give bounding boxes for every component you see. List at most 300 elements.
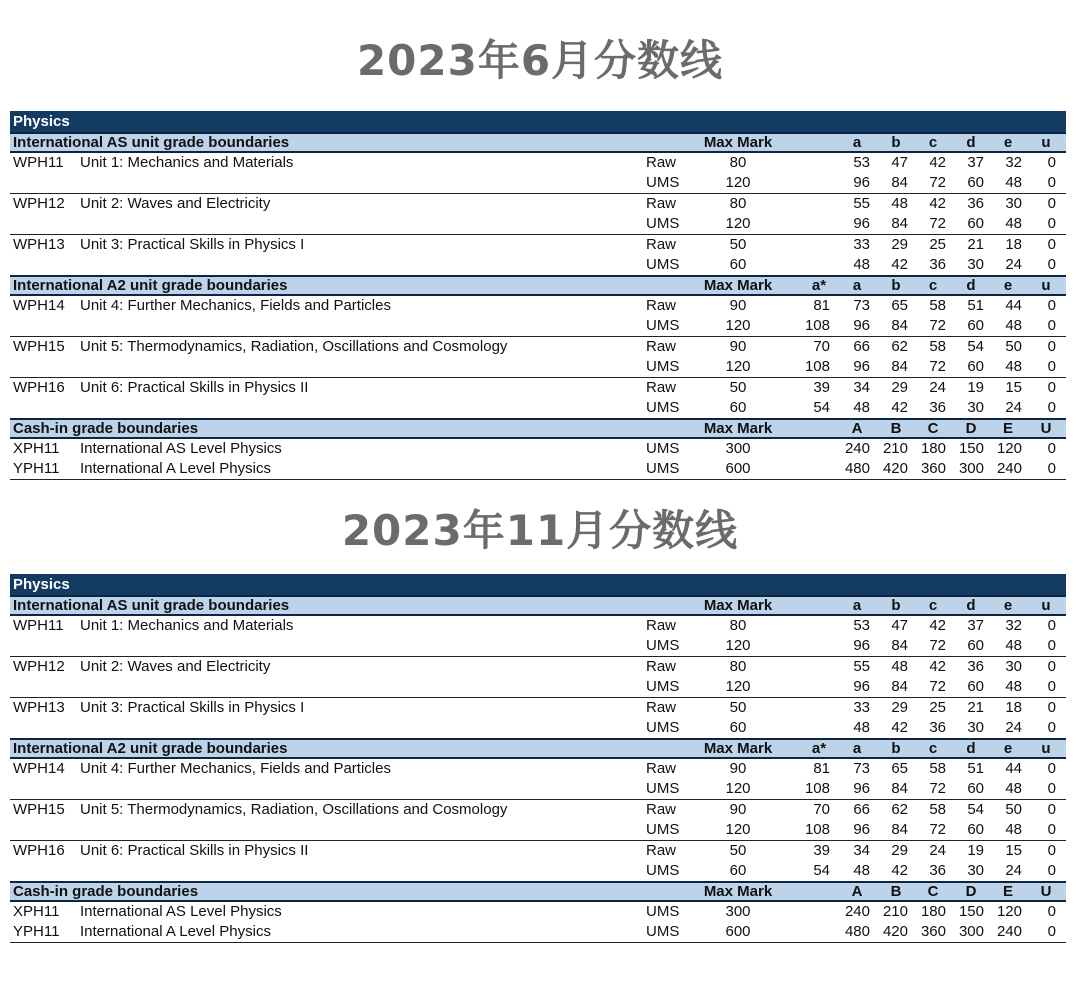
grade-cell: 81 — [813, 760, 830, 777]
grade-header: u — [1041, 597, 1051, 614]
grade-cell: 0 — [1047, 338, 1056, 355]
cash-in-row — [10, 439, 1066, 459]
unit-row — [10, 656, 1066, 677]
grade-header: c — [928, 740, 938, 757]
grade-cell: 42 — [891, 719, 908, 736]
grade-cell: 54 — [813, 862, 830, 879]
grade-cell: 210 — [882, 440, 908, 457]
grade-cell: 60 — [967, 215, 984, 232]
qualification-name: International A Level Physics — [80, 923, 271, 940]
grade-cell: 0 — [1047, 317, 1056, 334]
grade-cell: 34 — [853, 842, 870, 859]
mark-type: UMS — [646, 923, 680, 940]
cash-in-row — [10, 902, 1066, 922]
grade-header: d — [966, 277, 976, 294]
grade-cell: 62 — [891, 338, 908, 355]
unit-row — [10, 296, 1066, 316]
grade-header: A — [851, 883, 863, 900]
max-mark: 120 — [725, 780, 751, 797]
group-header — [10, 418, 1066, 439]
grade-header: C — [927, 420, 939, 437]
max-mark: 120 — [725, 637, 751, 654]
cash-in-row — [10, 922, 1066, 943]
grade-header: e — [1003, 277, 1013, 294]
mark-type: UMS — [646, 399, 680, 416]
grade-cell: 32 — [1005, 154, 1022, 171]
qualification-name: International AS Level Physics — [80, 903, 282, 920]
grade-header: u — [1041, 277, 1051, 294]
grade-cell: 73 — [853, 760, 870, 777]
grade-cell: 0 — [1047, 678, 1056, 695]
grade-cell: 48 — [1005, 821, 1022, 838]
grade-cell: 25 — [929, 236, 946, 253]
grade-cell: 48 — [1005, 215, 1022, 232]
grade-cell: 19 — [967, 379, 984, 396]
unit-row — [10, 779, 1066, 799]
unit-row — [10, 336, 1066, 357]
grade-cell: 65 — [891, 760, 908, 777]
mark-type: Raw — [646, 195, 677, 212]
grade-header: a — [852, 277, 862, 294]
grade-cell: 180 — [920, 903, 946, 920]
grade-cell: 72 — [929, 174, 946, 191]
grade-cell: 60 — [967, 174, 984, 191]
grade-cell: 15 — [1005, 379, 1022, 396]
max-mark: 120 — [725, 317, 751, 334]
grade-cell: 39 — [813, 379, 830, 396]
unit-row — [10, 398, 1066, 418]
unit-name: Unit 2: Waves and Electricity — [80, 658, 271, 675]
grade-cell: 36 — [967, 658, 984, 675]
unit-code: WPH12 — [13, 658, 65, 675]
grade-cell: 0 — [1047, 379, 1056, 396]
grade-cell: 42 — [929, 154, 946, 171]
grade-cell: 37 — [967, 617, 984, 634]
qualification-code: YPH11 — [13, 460, 60, 477]
max-mark: 50 — [729, 236, 747, 253]
unit-code: WPH15 — [13, 338, 65, 355]
grade-cell: 70 — [813, 801, 830, 818]
unit-row — [10, 193, 1066, 214]
grade-cell: 53 — [853, 154, 870, 171]
grade-cell: 0 — [1047, 236, 1056, 253]
grade-header: e — [1003, 134, 1013, 151]
max-mark: 120 — [725, 678, 751, 695]
grade-header: E — [1002, 420, 1013, 437]
mark-type: UMS — [646, 174, 680, 191]
grade-cell: 48 — [853, 719, 870, 736]
grade-cell: 30 — [967, 719, 984, 736]
grade-cell: 0 — [1047, 637, 1056, 654]
unit-row — [10, 799, 1066, 820]
grade-cell: 37 — [967, 154, 984, 171]
grade-cell: 84 — [891, 317, 908, 334]
grade-cell: 240 — [996, 923, 1022, 940]
qualification-code: YPH11 — [13, 923, 60, 940]
grade-cell: 0 — [1047, 215, 1056, 232]
grade-cell: 65 — [891, 297, 908, 314]
max-mark: 120 — [725, 358, 751, 375]
grade-cell: 150 — [958, 903, 984, 920]
grade-cell: 0 — [1047, 719, 1056, 736]
grade-cell: 0 — [1047, 658, 1056, 675]
grade-cell: 36 — [929, 399, 946, 416]
unit-code: WPH12 — [13, 195, 65, 212]
mark-type: Raw — [646, 842, 677, 859]
unit-row — [10, 357, 1066, 377]
grade-cell: 33 — [853, 699, 870, 716]
grade-cell: 0 — [1047, 903, 1056, 920]
group-header-label: International AS unit grade boundaries — [13, 134, 290, 151]
max-mark: 90 — [729, 338, 747, 355]
grade-cell: 108 — [804, 780, 830, 797]
cash-in-row — [10, 459, 1066, 480]
grade-cell: 0 — [1047, 440, 1056, 457]
max-mark-header: Max Mark — [703, 740, 773, 757]
grade-header: a* — [811, 740, 827, 757]
grade-cell: 96 — [853, 215, 870, 232]
mark-type: UMS — [646, 440, 680, 457]
unit-name: Unit 5: Thermodynamics, Radiation, Oscillations and Cosmology — [80, 338, 508, 355]
grade-cell: 55 — [853, 658, 870, 675]
grade-cell: 180 — [920, 440, 946, 457]
grade-cell: 70 — [813, 338, 830, 355]
max-mark-header: Max Mark — [703, 597, 773, 614]
grade-cell: 39 — [813, 842, 830, 859]
grade-cell: 0 — [1047, 154, 1056, 171]
max-mark: 120 — [725, 215, 751, 232]
group-header-label: International A2 unit grade boundaries — [13, 277, 288, 294]
subject-name: Physics — [13, 576, 70, 593]
grade-cell: 0 — [1047, 358, 1056, 375]
subject-name: Physics — [13, 113, 70, 130]
grade-header: a — [852, 597, 862, 614]
grade-cell: 240 — [844, 440, 870, 457]
grade-cell: 33 — [853, 236, 870, 253]
unit-row — [10, 173, 1066, 193]
grade-cell: 0 — [1047, 862, 1056, 879]
grade-header: A — [851, 420, 863, 437]
grade-cell: 0 — [1047, 195, 1056, 212]
grade-cell: 60 — [967, 678, 984, 695]
grade-cell: 48 — [1005, 678, 1022, 695]
grade-table-june — [10, 111, 1066, 480]
max-mark: 600 — [725, 923, 751, 940]
unit-name: Unit 6: Practical Skills in Physics II — [80, 842, 309, 859]
grade-cell: 24 — [1005, 256, 1022, 273]
grade-cell: 53 — [853, 617, 870, 634]
grade-header: a* — [811, 277, 827, 294]
unit-name: Unit 5: Thermodynamics, Radiation, Oscillations and Cosmology — [80, 801, 508, 818]
mark-type: UMS — [646, 637, 680, 654]
grade-cell: 300 — [958, 460, 984, 477]
unit-code: WPH15 — [13, 801, 65, 818]
grade-cell: 0 — [1047, 617, 1056, 634]
group-header-label: International AS unit grade boundaries — [13, 597, 290, 614]
grade-cell: 36 — [967, 195, 984, 212]
grade-cell: 84 — [891, 215, 908, 232]
grade-cell: 51 — [967, 297, 984, 314]
grade-header: c — [928, 277, 938, 294]
unit-row — [10, 840, 1066, 861]
grade-cell: 0 — [1047, 760, 1056, 777]
unit-name: Unit 6: Practical Skills in Physics II — [80, 379, 309, 396]
grade-cell: 48 — [1005, 780, 1022, 797]
group-header — [10, 881, 1066, 902]
grade-cell: 108 — [804, 821, 830, 838]
grade-cell: 0 — [1047, 699, 1056, 716]
unit-row — [10, 377, 1066, 398]
subject-banner — [10, 574, 1066, 595]
grade-cell: 0 — [1047, 801, 1056, 818]
max-mark: 80 — [729, 658, 747, 675]
grade-cell: 120 — [996, 440, 1022, 457]
qualification-code: XPH11 — [13, 440, 60, 457]
grade-cell: 0 — [1047, 780, 1056, 797]
mark-type: Raw — [646, 658, 677, 675]
grade-cell: 72 — [929, 821, 946, 838]
grade-cell: 108 — [804, 317, 830, 334]
grade-header: e — [1003, 597, 1013, 614]
unit-row — [10, 697, 1066, 718]
grade-cell: 48 — [1005, 174, 1022, 191]
grade-cell: 30 — [967, 399, 984, 416]
grade-cell: 300 — [958, 923, 984, 940]
grade-header: E — [1002, 883, 1013, 900]
mark-type: UMS — [646, 821, 680, 838]
max-mark: 60 — [729, 862, 747, 879]
grade-cell: 32 — [1005, 617, 1022, 634]
grade-cell: 150 — [958, 440, 984, 457]
unit-row — [10, 820, 1066, 840]
grade-cell: 60 — [967, 780, 984, 797]
grade-cell: 30 — [967, 256, 984, 273]
grade-cell: 96 — [853, 317, 870, 334]
unit-name: Unit 4: Further Mechanics, Fields and Particles — [80, 297, 391, 314]
grade-cell: 15 — [1005, 842, 1022, 859]
grade-cell: 48 — [891, 195, 908, 212]
group-header — [10, 275, 1066, 296]
max-mark-header: Max Mark — [703, 134, 773, 151]
grade-cell: 96 — [853, 821, 870, 838]
grade-cell: 60 — [967, 821, 984, 838]
grade-cell: 42 — [929, 195, 946, 212]
grade-cell: 62 — [891, 801, 908, 818]
grade-header: b — [891, 740, 901, 757]
grade-cell: 60 — [967, 317, 984, 334]
grade-cell: 29 — [891, 699, 908, 716]
mark-type: UMS — [646, 317, 680, 334]
grade-cell: 72 — [929, 678, 946, 695]
grade-cell: 81 — [813, 297, 830, 314]
mark-type: Raw — [646, 379, 677, 396]
grade-cell: 21 — [967, 236, 984, 253]
grade-cell: 84 — [891, 821, 908, 838]
max-mark: 80 — [729, 154, 747, 171]
unit-row — [10, 214, 1066, 234]
group-header — [10, 738, 1066, 759]
grade-cell: 96 — [853, 678, 870, 695]
grade-cell: 96 — [853, 637, 870, 654]
grade-cell: 480 — [844, 460, 870, 477]
unit-row — [10, 255, 1066, 275]
grade-cell: 42 — [929, 658, 946, 675]
qualification-code: XPH11 — [13, 903, 60, 920]
unit-code: WPH16 — [13, 379, 65, 396]
grade-cell: 47 — [891, 154, 908, 171]
mark-type: UMS — [646, 460, 680, 477]
mark-type: UMS — [646, 903, 680, 920]
grade-cell: 50 — [1005, 338, 1022, 355]
grade-cell: 50 — [1005, 801, 1022, 818]
max-mark-header: Max Mark — [703, 420, 773, 437]
unit-code: WPH11 — [13, 617, 64, 634]
grade-cell: 24 — [1005, 719, 1022, 736]
grade-cell: 48 — [853, 256, 870, 273]
grade-cell: 0 — [1047, 174, 1056, 191]
grade-header: e — [1003, 740, 1013, 757]
unit-row — [10, 759, 1066, 779]
max-mark: 90 — [729, 760, 747, 777]
grade-cell: 48 — [891, 658, 908, 675]
mark-type: Raw — [646, 154, 677, 171]
grade-cell: 18 — [1005, 236, 1022, 253]
unit-code: WPH13 — [13, 699, 65, 716]
grade-cell: 420 — [882, 460, 908, 477]
unit-name: Unit 4: Further Mechanics, Fields and Particles — [80, 760, 391, 777]
grade-header: C — [927, 883, 939, 900]
max-mark: 80 — [729, 195, 747, 212]
grade-cell: 48 — [1005, 358, 1022, 375]
unit-row — [10, 153, 1066, 173]
grade-cell: 36 — [929, 256, 946, 273]
grade-cell: 360 — [920, 460, 946, 477]
subject-banner — [10, 111, 1066, 132]
grade-cell: 24 — [1005, 862, 1022, 879]
max-mark: 120 — [725, 174, 751, 191]
grade-header: D — [965, 420, 977, 437]
grade-cell: 72 — [929, 637, 946, 654]
grade-header: U — [1040, 420, 1052, 437]
max-mark: 600 — [725, 460, 751, 477]
grade-header: d — [966, 134, 976, 151]
grade-cell: 73 — [853, 297, 870, 314]
grade-cell: 25 — [929, 699, 946, 716]
grade-cell: 66 — [853, 338, 870, 355]
grade-cell: 30 — [1005, 195, 1022, 212]
max-mark: 50 — [729, 379, 747, 396]
grade-cell: 240 — [844, 903, 870, 920]
grade-cell: 58 — [929, 338, 946, 355]
grade-header: D — [965, 883, 977, 900]
grade-cell: 72 — [929, 358, 946, 375]
grade-cell: 48 — [1005, 637, 1022, 654]
grade-cell: 120 — [996, 903, 1022, 920]
max-mark: 300 — [725, 440, 751, 457]
group-header-label: Cash-in grade boundaries — [13, 420, 199, 437]
grade-cell: 72 — [929, 317, 946, 334]
unit-row — [10, 718, 1066, 738]
unit-row — [10, 636, 1066, 656]
grade-cell: 54 — [967, 338, 984, 355]
unit-name: Unit 3: Practical Skills in Physics I — [80, 699, 305, 716]
max-mark: 50 — [729, 842, 747, 859]
grade-cell: 0 — [1047, 821, 1056, 838]
grade-cell: 42 — [891, 399, 908, 416]
grade-cell: 0 — [1047, 923, 1056, 940]
qualification-name: International AS Level Physics — [80, 440, 282, 457]
grade-header: u — [1041, 134, 1051, 151]
grade-cell: 108 — [804, 358, 830, 375]
grade-cell: 210 — [882, 903, 908, 920]
grade-cell: 36 — [929, 862, 946, 879]
max-mark: 90 — [729, 297, 747, 314]
grade-cell: 42 — [929, 617, 946, 634]
grade-cell: 96 — [853, 780, 870, 797]
grade-header: b — [891, 597, 901, 614]
max-mark: 120 — [725, 821, 751, 838]
grade-cell: 30 — [1005, 658, 1022, 675]
grade-cell: 0 — [1047, 460, 1056, 477]
mark-type: UMS — [646, 678, 680, 695]
grade-header: B — [890, 420, 902, 437]
grade-cell: 34 — [853, 379, 870, 396]
mark-type: UMS — [646, 862, 680, 879]
unit-code: WPH16 — [13, 842, 65, 859]
group-header — [10, 132, 1066, 153]
grade-cell: 24 — [929, 379, 946, 396]
mark-type: UMS — [646, 256, 680, 273]
max-mark: 60 — [729, 256, 747, 273]
grade-cell: 0 — [1047, 256, 1056, 273]
grade-cell: 42 — [891, 256, 908, 273]
grade-cell: 240 — [996, 460, 1022, 477]
grade-cell: 47 — [891, 617, 908, 634]
grade-cell: 54 — [967, 801, 984, 818]
grade-cell: 0 — [1047, 842, 1056, 859]
grade-cell: 55 — [853, 195, 870, 212]
max-mark: 300 — [725, 903, 751, 920]
grade-cell: 58 — [929, 760, 946, 777]
mark-type: Raw — [646, 760, 677, 777]
grade-cell: 21 — [967, 699, 984, 716]
grade-header: b — [891, 277, 901, 294]
grade-cell: 72 — [929, 780, 946, 797]
mark-type: UMS — [646, 780, 680, 797]
grade-cell: 19 — [967, 842, 984, 859]
grade-cell: 84 — [891, 174, 908, 191]
grade-cell: 84 — [891, 358, 908, 375]
grade-header: B — [890, 883, 902, 900]
group-header-label: Cash-in grade boundaries — [13, 883, 199, 900]
max-mark: 50 — [729, 699, 747, 716]
grade-cell: 84 — [891, 678, 908, 695]
grade-cell: 44 — [1005, 760, 1022, 777]
grade-cell: 48 — [1005, 317, 1022, 334]
unit-row — [10, 234, 1066, 255]
grade-header: c — [928, 134, 938, 151]
grade-cell: 58 — [929, 297, 946, 314]
group-header — [10, 595, 1066, 616]
grade-header: d — [966, 740, 976, 757]
grade-cell: 48 — [853, 399, 870, 416]
grade-cell: 30 — [967, 862, 984, 879]
section-title-november: 2023年11月分数线 — [341, 506, 739, 555]
unit-name: Unit 2: Waves and Electricity — [80, 195, 271, 212]
grade-cell: 72 — [929, 215, 946, 232]
unit-code: WPH11 — [13, 154, 64, 171]
grade-cell: 29 — [891, 236, 908, 253]
